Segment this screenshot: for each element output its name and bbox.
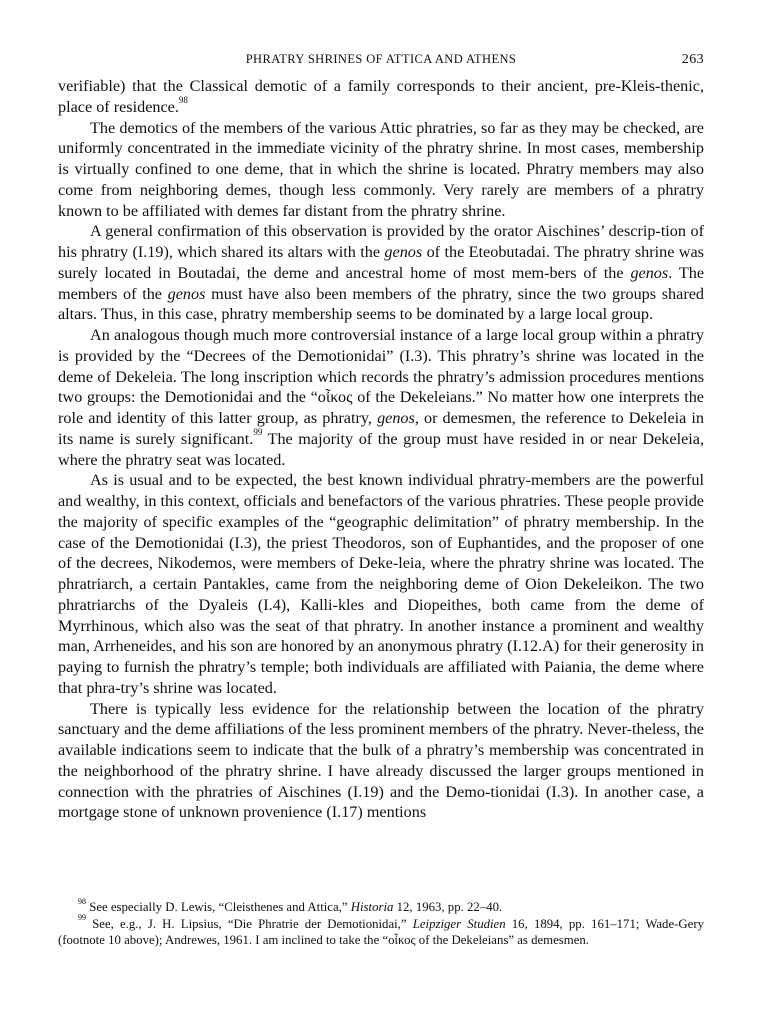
page <box>58 50 704 823</box>
paragraph-3: An analogous though much more controversial instance of a large local group within a phratry is provided by the “Decrees of the Demotionidai” (I.3). This phratry’s shrine was located in the deme of Dekeleia. The long inscription which records the phratry’s admission procedures mentions two groups: the Demotionidai and the “οἶκος of the Dekeleians.” No matter how one interprets the role and identity of this latter group, as phratry, genos, or demesmen, the reference to Dekeleia in its name is surely significant.$^{99}$ The majority of the group must have resided in or near Dekeleia, where the phratry seat was located. <box>58 326 704 469</box>
paragraph-1: The demotics of the members of the various Attic phratries, so far as they may be checked, are uniformly concentrated in the immediate vicinity of the phratry shrine. In most cases, membership is virtually confined to one deme, that in which the shrine is located. Phratry members may also come from neighboring demes, though less commonly. Very rarely are members of a phratry known to be affiliated with demes far distant from the phratry shrine. <box>58 118 704 220</box>
footnotes <box>58 896 704 949</box>
body-text <box>58 76 704 823</box>
running-head <box>58 50 704 72</box>
footnote-99: $^{99}$ See, e.g., J. H. Lipsius, “Die Phratrie der Demotionidai,” Leipziger Studien 16, 1894, pp. 161–171; Wade-Gery (footnote 10 above); Andrewes, 1961. I am inclined to take the “οἶκος of the Dekeleians” as demesmen. <box>58 913 704 947</box>
paragraph-2: A general confirmation of this observation is provided by the orator Aischines’ descrip-tion of his phratry (I.19), which shared its altars with the genos of the Eteobutadai. The phratry shrine was surely located in Boutadai, the deme and ancestral home of most mem-bers of the genos. The members of the genos must have also been members of the phratry, since the two groups shared altars. Thus, in this case, phratry membership seems to be dominated by a large local group. <box>58 222 705 324</box>
paragraph-4: As is usual and to be expected, the best known individual phratry-members are the powerful and wealthy, in this context, officials and benefactors of the various phratries. These people provide the majority of specific examples of the “geographic delimitation” of phratry membership. In the case of the Demotionidai (I.3), the priest Theodoros, son of Euphantides, and the proposer of one of the decrees, Nikodemos, were members of Deke-leia, where the phratry shrine was located. The phratriarch, a certain Pantakles, came from the neighboring deme of Oion Dekeleikon. The two phratriarchs of the Dyaleis (I.4), Kalli-kles and Diopeithes, both came from the deme of Myrrhinous, which also was the seat of that phratry. In another instance a prominent and wealthy man, Arrheneides, and his son are honored by an anonymous phratry (I.12.A) for their generosity in paying to furnish the phratry’s temple; both individuals are affiliated with Paiania, the deme where that phra-try’s shrine was located. <box>58 471 704 697</box>
running-title: PHRATRY SHRINES OF ATTICA AND ATHENS <box>245 52 517 66</box>
paragraph-0: verifiable) that the Classical demotic of a family corresponds to their ancient, pre-Kleis-thenic, place of residence.$^{98}$ <box>58 77 704 116</box>
footnote-ref-99[interactable]: 99 <box>253 427 263 438</box>
page-number: 263 <box>681 52 704 67</box>
footnote-98: $^{98}$ See especially D. Lewis, “Cleisthenes and Attica,” Historia 12, 1963, pp. 22–40. <box>78 896 503 914</box>
footnote-ref-98[interactable]: 98 <box>178 95 188 106</box>
paragraph-5: There is typically less evidence for the relationship between the location of the phratry sanctuary and the deme affiliations of the less prominent members of the phratry. Never-theless, the available indications seem to indicate that the bulk of a phratry’s membership was concentrated in the neighborhood of the phratry shrine. I have already discussed the larger groups mentioned in connection with the phratries of Aischines (I.19) and the Demo-tionidai (I.3). In another case, a mortgage stone of unknown provenience (I.17) mentions <box>58 699 704 822</box>
